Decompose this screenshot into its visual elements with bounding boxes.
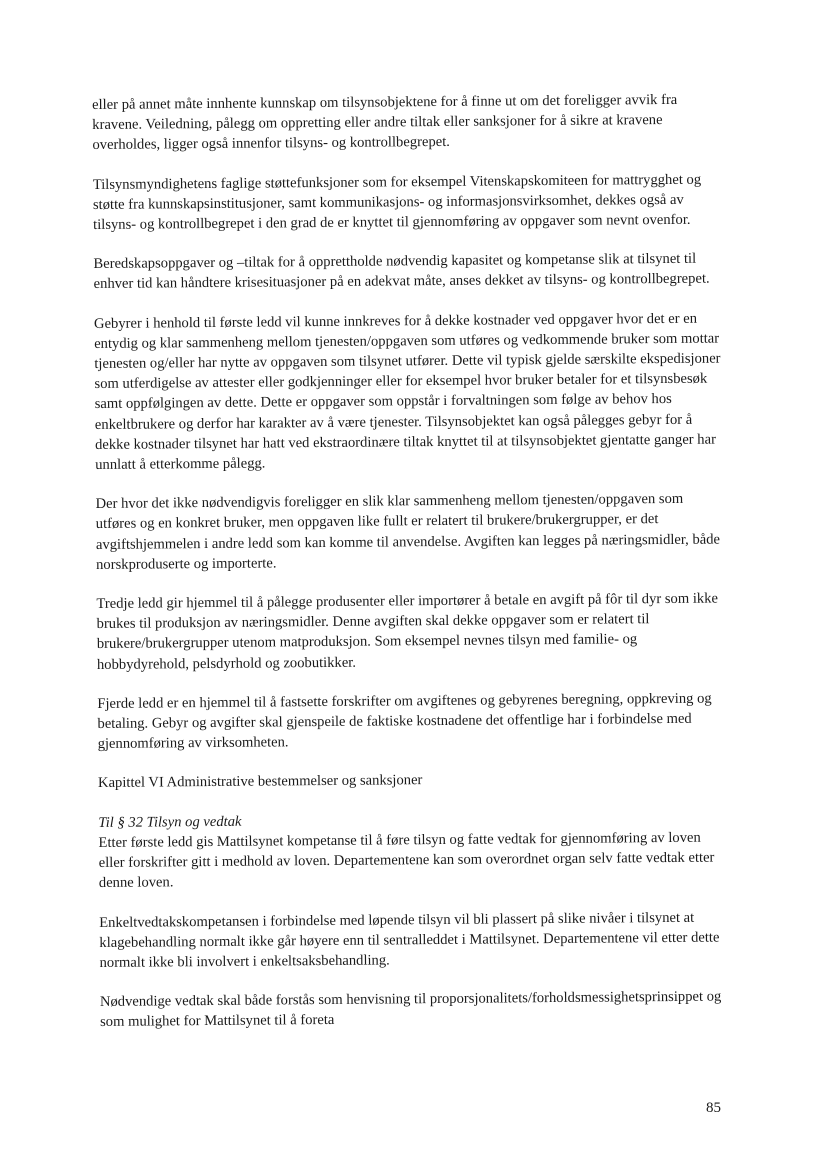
paragraph-decision-authority: Enkeltvedtakskompetansen i forbindelse med løpende tilsyn vil bli plassert på slike nivåer i tilsynet at klagebehandling normalt ikke går høyere enn til sentralleddet i Mattilsynet. Departementene vil etter dette normalt ikke bli involvert i enkeltsaksbehandling. <box>99 909 720 971</box>
chapter-heading: Kapittel VI Administrative bestemmelser og sanksjoner <box>97 772 423 792</box>
paragraph-preparedness: Beredskapsoppgaver og –tiltak for å opprettholde nødvendig kapasitet og kompetanse slik at tilsynet til enhver tid kan håndtere krisesituasjoner på en adekvat måte, anses dekket av tilsyns- og kontrollbegrepet. <box>93 250 710 293</box>
text-column <box>92 90 728 1052</box>
paragraph-fees: Gebyrer i henhold til første ledd vil kunne innkreves for å dekke kostnader ved oppgaver hvor det er en entydig og klar sammenheng mellom tjenesten/oppgaven som utføres og vedkommende bruker som mottar tjenesten og/eller har nytte av oppgaven som tilsynet utfører. Dette vil typisk gjelde særskilte ekspedisjoner som utferdigelse av attester eller godkjenninger eller for eksempel hvor bruker betaler for et tilsynsbesøk samt oppfølgingen av dette. Dette er oppgaver som oppstår i forvaltningen som følge av behov hos enkeltbrukere og derfor har karakter av å være tjenester. Tilsynsobjektet kan også pålegges gebyr for å dekke kostnader tilsynet har hatt ved ekstraordinære tiltak knyttet til at tilsynsobjektet gjentatte ganger har unnlatt å etterkomme pålegg. <box>93 310 721 474</box>
page-number: 85 <box>706 1100 721 1116</box>
paragraph-competence: Etter første ledd gis Mattilsynet kompetanse til å føre tilsyn og fatte vedtak for gjennomføring av loven eller forskrifter gitt i medhold av loven. Departementene kan som overordnet organ selv fatte vedtak etter denne loven. <box>98 829 715 892</box>
paragraph-levy-feed: Tredje ledd gir hjemmel til å pålegge produsenter eller importører å betale en avgift på fôr til dyr som ikke brukes til produksjon av næringsmidler. Denne avgiften skal dekke oppgaver som er relatert til brukere/brukergrupper utenom matproduksjon. Som eksempel nevnes tilsyn med familie- og hobbydyrehold, pelsdyrhold og zoobutikker. <box>96 590 719 673</box>
paragraph-regulations: Fjerde ledd er en hjemmel til å fastsette forskrifter om avgiftenes og gebyrenes beregning, oppkreving og betaling. Gebyr og avgifter skal gjenspeile de faktiske kostnadene det offentlige har i forbindelse med gjennomføring av virksomheten. <box>97 690 712 753</box>
section-heading: Til § 32 Tilsyn og vedtak <box>98 813 242 831</box>
paragraph-support-functions: Tilsynsmyndighetens faglige støttefunksjoner som for eksempel Vitenskapskomiteen for mattrygghet og støtte fra kunnskapsinstitusjoner, samt kommunikasjons- og informasjonsvirksomhet, dekkes også av tilsyns- og kontrollbegrepet i den grad de er knyttet til gjennomføring av oppgaver som nevnt ovenfor. <box>92 171 702 234</box>
paragraph-necessary-decisions: Nødvendige vedtak skal både forstås som henvisning til proporsjonalitets/forholdsmessighetsprinsippet og som mulighet for Mattilsynet til å foreta <box>99 988 722 1031</box>
paragraph-inspection-concept: eller på annet måte innhente kunnskap om tilsynsobjektene for å finne ut om det foreligger avvik fra kravene. Veiledning, pålegg om oppretting eller andre tiltak eller sanksjoner for å sikre at kravene overholdes, ligger også innenfor tilsyns- og kontrollbegrepet. <box>92 91 678 154</box>
paragraph-levy-second-ledd: Der hvor det ikke nødvendigvis foreligger en slik klar sammenheng mellom tjenesten/oppgaven som utføres og en konkret bruker, men oppgaven like fullt er relatert til brukere/brukergrupper, er det avgiftshjemmelen i andre ledd som kan komme til anvendelse. Avgiften kan legges på næringsmidler, både norskproduserte og importerte. <box>95 491 721 573</box>
